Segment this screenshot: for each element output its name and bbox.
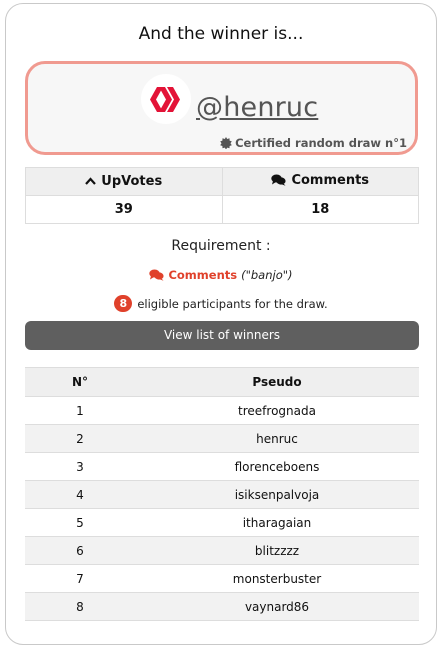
table-row: [25, 565, 419, 593]
hive-logo-icon: [141, 74, 191, 124]
draw-result-card: [5, 3, 437, 645]
upvotes-header: [26, 168, 223, 196]
requirement-kind: Comments: [168, 268, 238, 282]
row-number: 3: [25, 453, 135, 481]
view-winners-button[interactable]: View list of winners: [25, 321, 419, 350]
row-pseudo: monsterbuster: [135, 565, 419, 593]
row-pseudo: itharagaian: [135, 509, 419, 537]
col-header-number: N°: [25, 368, 135, 397]
table-row: [25, 481, 419, 509]
row-number: 2: [25, 425, 135, 453]
eligible-count-badge: 8: [114, 295, 132, 312]
row-pseudo: blitzzzz: [135, 537, 419, 565]
chevron-up-icon: [85, 177, 96, 185]
table-row: [25, 593, 419, 621]
stats-table: [25, 167, 419, 224]
certified-text: Certified random draw n°1: [235, 136, 407, 150]
comments-icon: [149, 269, 164, 281]
col-header-pseudo: Pseudo: [135, 368, 419, 397]
eligible-text: eligible participants for the draw.: [137, 296, 328, 311]
row-pseudo: treefrognada: [135, 397, 419, 425]
row-pseudo: henruc: [135, 425, 419, 453]
comments-header: [222, 168, 419, 196]
row-number: 5: [25, 509, 135, 537]
row-number: 6: [25, 537, 135, 565]
requirement-keyword: ("banjo"): [241, 268, 293, 282]
comments-icon: [271, 174, 286, 186]
winners-table: [25, 367, 419, 621]
upvotes-label: UpVotes: [101, 173, 163, 189]
eligible-line: [6, 295, 436, 312]
table-row: [25, 425, 419, 453]
row-number: 1: [25, 397, 135, 425]
row-pseudo: vaynard86: [135, 593, 419, 621]
badge-seal-icon: [220, 137, 232, 149]
winner-username-link[interactable]: @henruc: [196, 92, 319, 123]
requirement-title: Requirement :: [171, 238, 271, 254]
table-row: [25, 509, 419, 537]
row-number: 4: [25, 481, 135, 509]
table-row: [25, 453, 419, 481]
comments-label: Comments: [291, 172, 370, 188]
row-number: 7: [25, 565, 135, 593]
row-pseudo: isiksenpalvoja: [135, 481, 419, 509]
table-row: [25, 397, 419, 425]
table-row: [25, 537, 419, 565]
row-number: 8: [25, 593, 135, 621]
upvotes-value: 39: [26, 196, 223, 224]
certified-label: [220, 136, 407, 150]
requirement-line: [6, 268, 436, 282]
headline: And the winner is...: [138, 24, 304, 44]
winner-box: [25, 61, 418, 155]
comments-value: 18: [222, 196, 419, 224]
row-pseudo: florenceboens: [135, 453, 419, 481]
